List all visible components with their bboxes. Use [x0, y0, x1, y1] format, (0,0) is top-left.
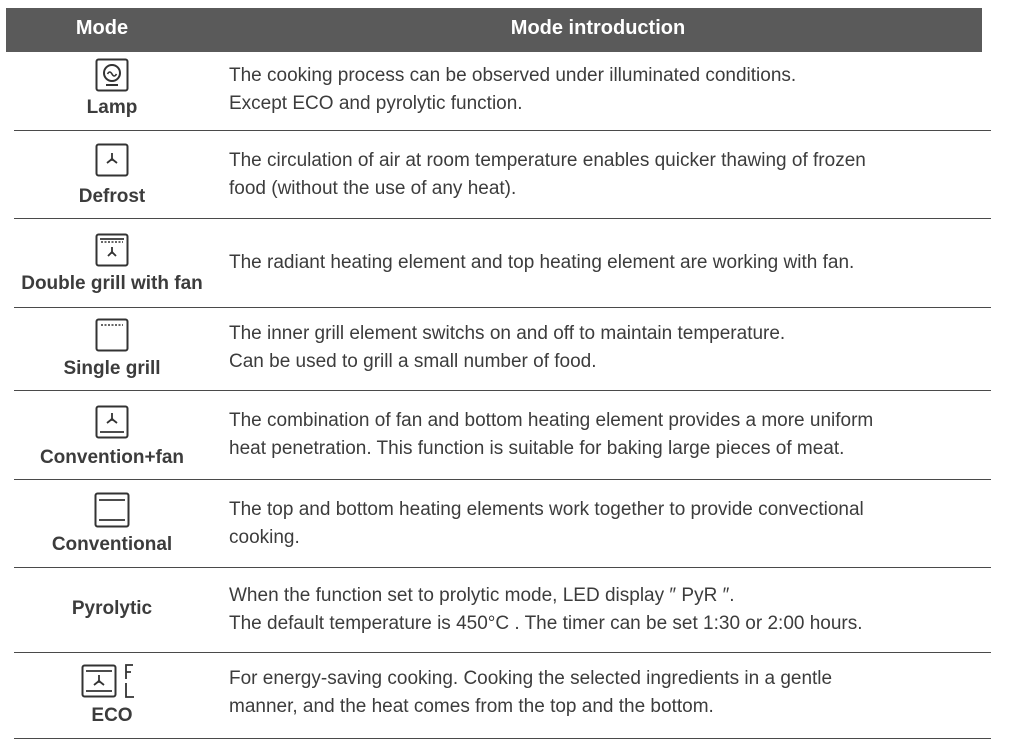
- mode-cell: [14, 653, 210, 738]
- description-line: The inner grill element switchs on and off to maintain temperature.: [229, 323, 786, 344]
- mode-label: Pyrolytic: [71, 598, 153, 619]
- description-line: The top and bottom heating elements work together to provide convectional: [229, 499, 864, 520]
- header-mode: Mode: [75, 17, 129, 39]
- mode-cell: [14, 568, 210, 652]
- mode-description: [229, 249, 985, 277]
- double-grill-fan-icon: [95, 233, 129, 267]
- description-line: Except ECO and pyrolytic function.: [229, 93, 523, 114]
- mode-label: Defrost: [78, 186, 146, 207]
- table-row: [14, 308, 991, 391]
- description-line: When the function set to prolytic mode, LED display ″ PyR ″.: [229, 585, 735, 606]
- mode-label: Lamp: [86, 97, 138, 118]
- mode-label: Convention+fan: [39, 447, 185, 468]
- description-line: cooking.: [229, 527, 300, 548]
- description-line: The circulation of air at room temperature enables quicker thawing of frozen: [229, 150, 866, 171]
- mode-description: [229, 147, 985, 203]
- mode-description: [229, 582, 985, 638]
- bottom-heat-fan-icon: [95, 405, 129, 439]
- table-row: [14, 52, 991, 131]
- top-bottom-heat-icon: [94, 492, 130, 528]
- mode-cell: [14, 52, 210, 130]
- mode-cell: [14, 219, 210, 307]
- description-line: For energy-saving cooking. Cooking the selected ingredients in a gentle: [229, 668, 833, 689]
- description-line: The default temperature is 450°C . The timer can be set 1:30 or 2:00 hours.: [229, 613, 863, 634]
- mode-label: Double grill with fan: [21, 273, 203, 294]
- table-header: [6, 8, 982, 52]
- mode-description: [229, 665, 985, 721]
- lamp-icon: [95, 58, 129, 94]
- description-line: heat penetration. This function is suitable for baking large pieces of meat.: [229, 438, 845, 459]
- mode-label: Conventional: [51, 534, 173, 555]
- table-row: [14, 480, 991, 568]
- description-line: Can be used to grill a small number of food.: [229, 351, 597, 372]
- mode-description: [229, 407, 985, 463]
- description-line: The cooking process can be observed under illuminated conditions.: [229, 65, 797, 86]
- mode-label: Single grill: [63, 358, 161, 379]
- mode-description: [229, 496, 985, 552]
- table-row: [14, 653, 991, 739]
- mode-cell: [14, 131, 210, 218]
- mode-label: ECO: [91, 705, 133, 726]
- mode-cell: [14, 480, 210, 567]
- description-line: food (without the use of any heat).: [229, 178, 517, 199]
- mode-description: [229, 62, 985, 118]
- mode-cell: [14, 391, 210, 479]
- mode-cell: [14, 308, 210, 390]
- description-line: manner, and the heat comes from the top and the bottom.: [229, 696, 714, 717]
- mode-description: [229, 320, 985, 376]
- fan-icon: [95, 143, 129, 177]
- single-grill-icon: [95, 318, 129, 352]
- table-row: [14, 219, 991, 308]
- description-line: The combination of fan and bottom heating element provides a more uniform: [229, 410, 874, 431]
- table-row: [14, 131, 991, 219]
- table-row: [14, 391, 991, 480]
- description-line: The radiant heating element and top heating element are working with fan.: [229, 252, 855, 273]
- eco-icon: [81, 663, 143, 699]
- table-row: [14, 568, 991, 653]
- header-mode-introduction: Mode introduction: [510, 17, 686, 39]
